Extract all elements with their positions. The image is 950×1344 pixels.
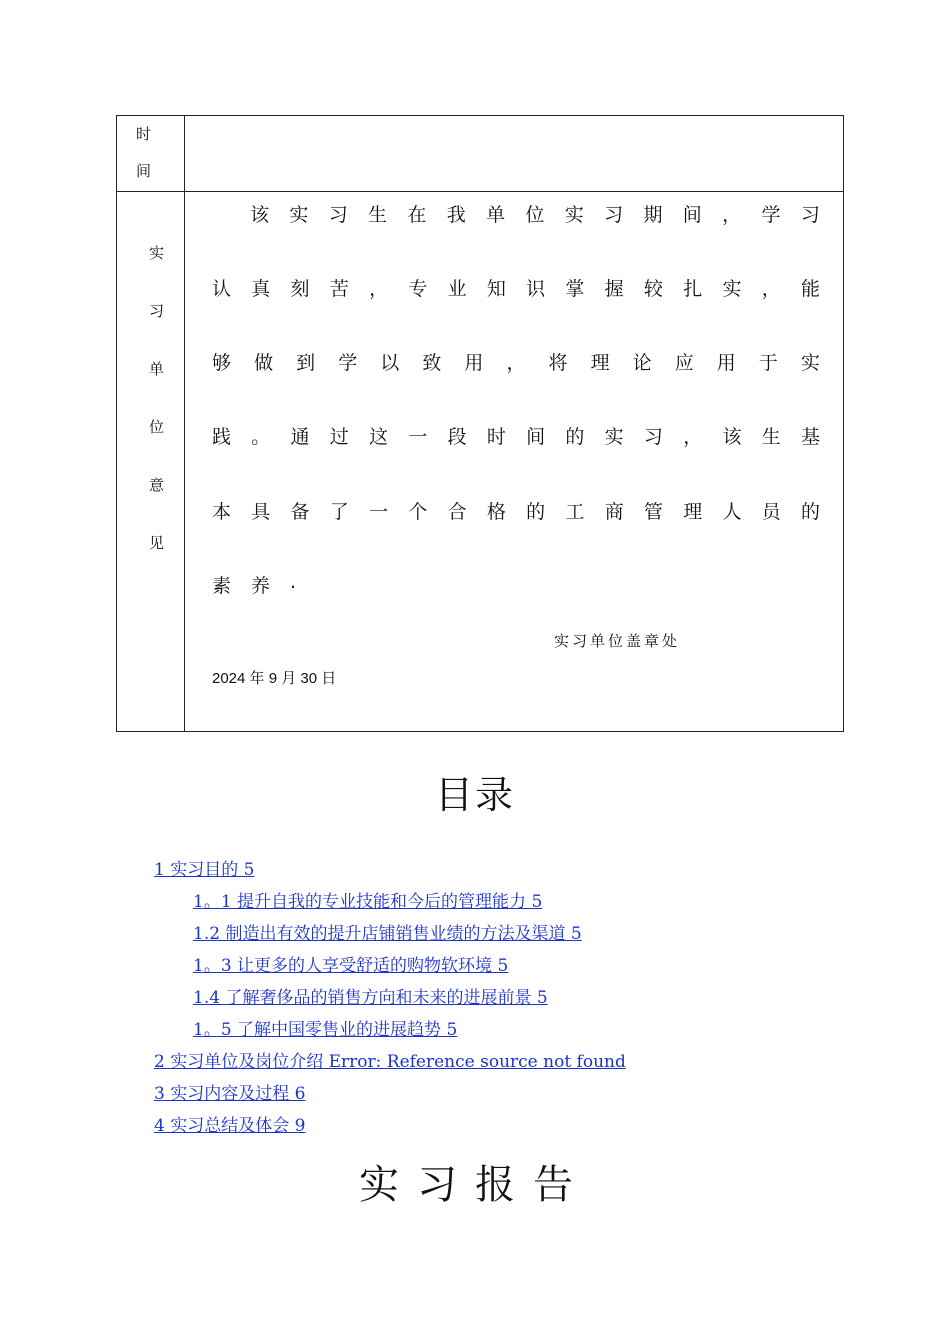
opinion-char: 论 [632,352,652,374]
opinion-char: 生 [761,426,781,448]
opinion-char: 到 [296,352,316,374]
report-title: 实习报告 [359,1162,591,1208]
opinion-line [212,571,820,598]
label-char: 时 [136,125,152,143]
opinion-line [212,497,820,524]
opinion-char: 习 [643,426,663,448]
opinion-char: 能 [800,278,820,300]
opinion-char: 用 [464,352,484,374]
opinion-char: 的 [565,426,585,448]
opinion-char: 将 [548,352,568,374]
opinion-char: 识 [526,278,546,300]
opinion-char: ， [722,204,742,226]
opinion-char: 段 [447,426,467,448]
opinion-char: ， [506,352,526,374]
opinion-char: 位 [525,204,545,226]
opinion-char: 认 [212,278,232,300]
table-column-divider [184,116,185,731]
toc-entry[interactable]: 2 实习单位及岗位介绍 Error: Reference source not found [154,1052,626,1072]
opinion-char: 时 [486,426,506,448]
opinion-char: 人 [722,501,742,523]
opinion-char: 养 [251,575,271,597]
opinion-date: 2024 年 9 月 30 日 [212,670,337,687]
opinion-char: 实 [289,204,309,226]
opinion-char: 员 [761,501,781,523]
opinion-char: 真 [251,278,271,300]
toc-entry[interactable]: 3 实习内容及过程 6 [154,1084,306,1104]
opinion-char: 在 [407,204,427,226]
opinion-char: 。 [251,426,271,448]
opinion-char: ， [761,278,781,300]
opinion-char: 这 [369,426,389,448]
opinion-char: 我 [446,204,466,226]
opinion-char: 间 [682,204,702,226]
opinion-char: 扎 [683,278,703,300]
opinion-char: 学 [761,204,781,226]
label-char: 位 [149,418,165,436]
opinion-char: 践 [212,426,232,448]
toc-entry[interactable]: 1。1 提升自我的专业技能和今后的管理能力 5 [193,892,543,912]
label-char: 实 [149,244,165,262]
toc-entry[interactable]: 1 实习目的 5 [154,860,255,880]
opinion-char: ， [683,426,703,448]
opinion-char: 的 [526,501,546,523]
opinion-char: 做 [254,352,274,374]
internship-form-table [116,115,844,732]
toc-entry[interactable]: 1。5 了解中国零售业的进展趋势 5 [193,1020,458,1040]
opinion-char: 具 [251,501,271,523]
opinion-char: 了 [329,501,349,523]
opinion-char: 生 [368,204,388,226]
opinion-char: 通 [290,426,310,448]
opinion-char: 格 [486,501,506,523]
opinion-char: 理 [683,501,703,523]
opinion-char: 实 [564,204,584,226]
opinion-char: 管 [643,501,663,523]
opinion-char: 习 [328,204,348,226]
opinion-char: 个 [408,501,428,523]
opinion-char: 该 [722,426,742,448]
label-char: 单 [149,360,165,378]
opinion-char: 实 [722,278,742,300]
opinion-char: 致 [422,352,442,374]
opinion-char: 工 [565,501,585,523]
opinion-char: 一 [369,501,389,523]
label-char: 习 [149,302,165,320]
opinion-char: 单 [486,204,506,226]
opinion-char: 基 [800,426,820,448]
toc-entry[interactable]: 1.4 了解奢侈品的销售方向和未来的进展前景 5 [193,988,548,1008]
toc-entry[interactable]: 1。3 让更多的人享受舒适的购物软环境 5 [193,956,509,976]
stamp-placeholder: 实习单位盖章处 [554,632,681,650]
label-char: 见 [149,534,165,552]
opinion-char: 用 [716,352,736,374]
toc-entry[interactable]: 1.2 制造出有效的提升店铺销售业绩的方法及渠道 5 [193,924,582,944]
opinion-char: 实 [800,352,820,374]
opinion-char: 素 [212,575,232,597]
opinion-line [212,274,820,301]
opinion-char: 以 [380,352,400,374]
opinion-char: 习 [604,204,624,226]
toc-entry[interactable]: 4 实习总结及体会 9 [154,1116,306,1136]
opinion-char: 该 [250,204,270,226]
table-row-divider [117,191,843,192]
opinion-char: 的 [800,501,820,523]
opinion-char: 握 [604,278,624,300]
opinion-char: 掌 [565,278,585,300]
opinion-char: 够 [212,352,232,374]
opinion-char: 期 [643,204,663,226]
opinion-char: . [290,571,297,593]
opinion-line [212,200,820,227]
opinion-char: 实 [604,426,624,448]
opinion-char: 过 [329,426,349,448]
opinion-char: 一 [408,426,428,448]
opinion-char: 较 [643,278,663,300]
opinion-line [212,348,820,375]
opinion-char: 备 [290,501,310,523]
opinion-char: 本 [212,501,232,523]
opinion-char: 苦 [329,278,349,300]
opinion-char: 合 [447,501,467,523]
opinion-char: 刻 [290,278,310,300]
opinion-char: 应 [674,352,694,374]
opinion-char: 理 [590,352,610,374]
opinion-char: 习 [800,204,820,226]
opinion-char: 知 [486,278,506,300]
opinion-line [212,422,820,449]
toc-title: 目录 [434,773,515,817]
label-char: 意 [149,476,165,494]
label-char: 间 [136,162,152,180]
opinion-char: 商 [604,501,624,523]
opinion-char: 于 [758,352,778,374]
opinion-char: 专 [408,278,428,300]
opinion-char: ， [369,278,389,300]
opinion-char: 业 [447,278,467,300]
opinion-char: 间 [526,426,546,448]
opinion-char: 学 [338,352,358,374]
